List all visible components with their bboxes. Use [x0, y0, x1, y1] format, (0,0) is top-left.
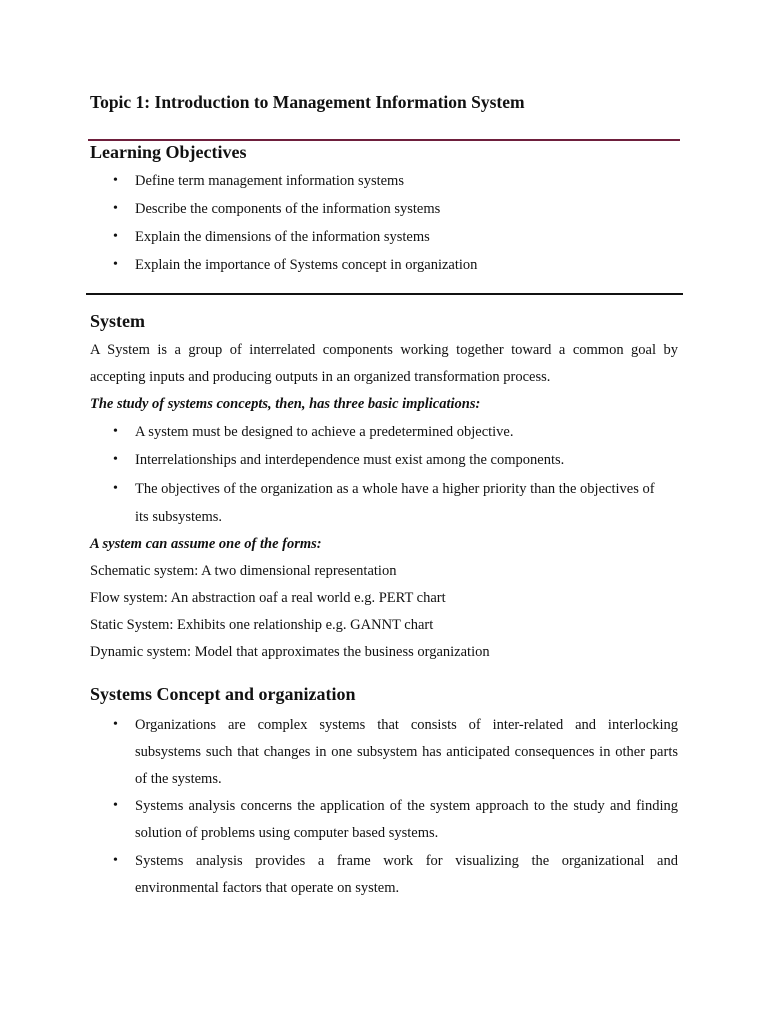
objective-item — [0, 173, 768, 201]
page-title: Topic 1: Introduction to Management Information System — [90, 92, 525, 112]
objective-text: Describe the components of the information systems — [135, 201, 441, 217]
system-definition-line: accepting inputs and producing outputs in an organized transformation process. — [90, 369, 551, 385]
bullet-icon: • — [113, 481, 118, 496]
bullet-icon: • — [113, 798, 118, 813]
concept-text: Systems analysis provides a frame work for visualizing the organizational and — [135, 853, 678, 869]
bullet-icon: • — [113, 229, 118, 244]
concept-text-continued: solution of problems using computer based systems. — [135, 825, 439, 841]
title-divider — [88, 139, 680, 141]
concept-item — [0, 853, 768, 881]
forms-intro: A system can assume one of the forms: — [90, 536, 322, 552]
implication-item — [0, 452, 768, 480]
bullet-icon: • — [113, 717, 118, 732]
implication-text: A system must be designed to achieve a predetermined objective. — [135, 424, 514, 440]
concept-text-continued: of the systems. — [135, 771, 222, 787]
section-divider — [86, 293, 683, 295]
bullet-icon: • — [113, 201, 118, 216]
system-definition-line: A System is a group of interrelated components working together toward a common goal by — [90, 342, 678, 358]
concept-text: Systems analysis concerns the application of the system approach to the study and finding — [135, 798, 678, 814]
bullet-icon: • — [113, 173, 118, 188]
implication-text: Interrelationships and interdependence must exist among the components. — [135, 452, 565, 468]
implication-continuation: its subsystems. — [135, 509, 223, 525]
objective-text: Explain the importance of Systems concept in organization — [135, 257, 478, 273]
form-line: Dynamic system: Model that approximates the business organization — [90, 644, 490, 660]
concept-item — [0, 717, 768, 745]
form-line: Schematic system: A two dimensional representation — [90, 563, 397, 579]
implication-item — [0, 424, 768, 452]
concept-text-continued: environmental factors that operate on system. — [135, 880, 400, 896]
objective-item — [0, 229, 768, 257]
system-heading: System — [90, 311, 145, 331]
implication-text: The objectives of the organization as a whole have a higher priority than the objectives of — [135, 481, 655, 497]
bullet-icon: • — [113, 257, 118, 272]
bullet-icon: • — [113, 853, 118, 868]
form-line: Static System: Exhibits one relationship e.g. GANNT chart — [90, 617, 434, 633]
objective-text: Define term management information systems — [135, 173, 404, 189]
form-line: Flow system: An abstraction oaf a real world e.g. PERT chart — [90, 590, 446, 606]
objective-text: Explain the dimensions of the information systems — [135, 229, 430, 245]
objective-item — [0, 257, 768, 285]
objective-item — [0, 201, 768, 229]
concept-text-continued: subsystems such that changes in one subsystem has anticipated consequences in other parts — [135, 744, 678, 760]
bullet-icon: • — [113, 452, 118, 467]
implications-intro: The study of systems concepts, then, has three basic implications: — [90, 396, 481, 412]
bullet-icon: • — [113, 424, 118, 439]
concept-text: Organizations are complex systems that consists of inter-related and interlocking — [135, 717, 678, 733]
systems-concept-heading: Systems Concept and organization — [90, 684, 356, 704]
implication-item — [0, 481, 768, 509]
concept-item — [0, 798, 768, 826]
learning-objectives-heading: Learning Objectives — [90, 142, 247, 162]
